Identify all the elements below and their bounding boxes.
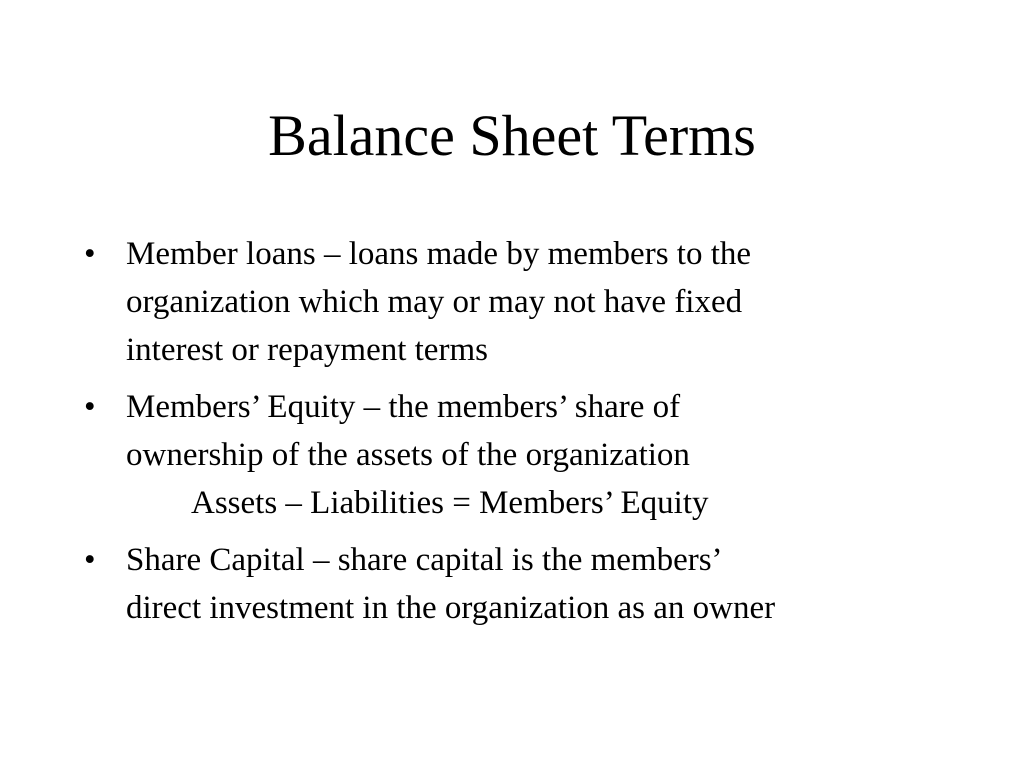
bullet-text-line: Member loans – loans made by members to the <box>126 236 752 272</box>
bullet-text-line: organization which may or may not have fixed <box>126 284 743 320</box>
bullet-text-line: ownership of the assets of the organization <box>126 437 690 473</box>
slide-title: Balance Sheet Terms <box>268 103 756 168</box>
bullet-list <box>84 230 944 641</box>
bullet-member-loans <box>84 230 944 374</box>
bullet-icon: • <box>84 236 96 272</box>
bullet-text-line: direct investment in the organization as an owner <box>126 590 776 626</box>
bullet-text-line: Members’ Equity – the members’ share of <box>126 389 681 425</box>
bullet-icon: • <box>84 389 96 425</box>
bullet-text-line: Share Capital – share capital is the members’ <box>126 542 723 578</box>
bullet-share-capital <box>84 536 944 632</box>
bullet-icon: • <box>84 542 96 578</box>
bullet-text-line: interest or repayment terms <box>126 332 488 368</box>
equity-equation: Assets – Liabilities = Members’ Equity <box>191 485 709 521</box>
bullet-members-equity <box>84 383 944 527</box>
